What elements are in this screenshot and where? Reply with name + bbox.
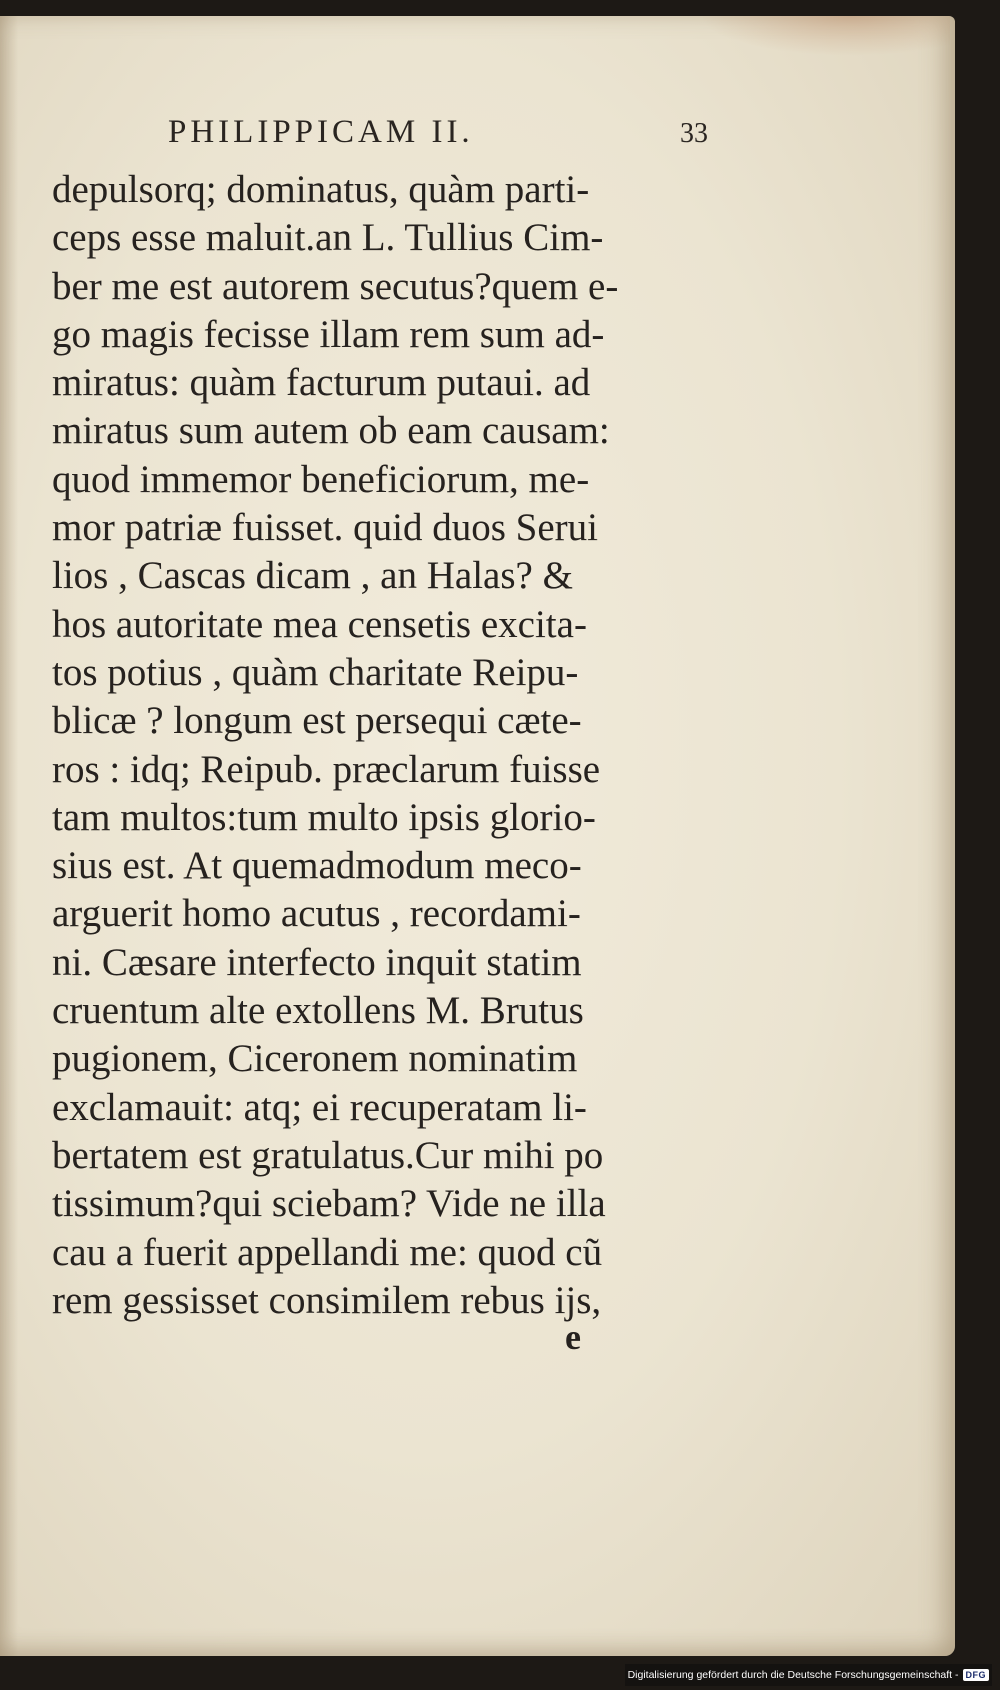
text-line: tam multos:tum multo ipsis glorio-: [52, 795, 596, 839]
text-line: tos potius , quàm charitate Reipu-: [52, 650, 579, 694]
signature-mark: e: [565, 1317, 581, 1357]
text-line: ni. Cæsare interfecto inquit statim: [52, 940, 582, 984]
text-line: ber me est autorem secutus?quem e-: [52, 264, 619, 308]
text-line: ceps esse maluit.an L. Tullius Cim-: [52, 216, 604, 260]
text-line: blicæ ? longum est persequi cæte-: [52, 699, 582, 743]
text-line: depulsorq; dominatus, quàm parti-: [52, 168, 590, 211]
text-line: rem gessisset consimilem rebus ijs,: [52, 1278, 602, 1322]
text-line: pugionem, Ciceronem nominatim: [52, 1037, 578, 1081]
page-stain: [700, 16, 950, 56]
text-line: cau a fuerit appellandi me: quod cũ: [52, 1230, 603, 1274]
text-line: arguerit homo acutus , recordami-: [52, 892, 581, 936]
text-line: miratus sum autem ob eam causam:: [52, 409, 610, 453]
dfg-logo: DFG: [963, 1669, 990, 1681]
text-line: sius est. At quemadmodum meco-: [52, 844, 582, 888]
running-head: [168, 114, 708, 164]
credit-text: Digitalisierung gefördert durch die Deutsche Forschungsgemeinschaft -: [627, 1669, 959, 1681]
text-line: miratus: quàm facturum putaui. ad: [52, 361, 591, 405]
running-title: PHILIPPICAM II.: [168, 114, 474, 150]
text-line: exclamauit: atq; ei recuperatam li-: [52, 1085, 587, 1129]
text-line: go magis fecisse illam rem sum ad-: [52, 312, 605, 356]
text-line: quod immemor beneficiorum, me-: [52, 457, 590, 501]
digitization-credit: [625, 1664, 992, 1686]
text-line: bertatem est gratulatus.Cur mihi po: [52, 1133, 604, 1177]
page-number: 33: [680, 118, 708, 149]
text-line: cruentum alte extollens M. Brutus: [52, 989, 584, 1033]
text-line: tissimum?qui sciebam? Vide ne illa: [52, 1182, 606, 1226]
text-line: mor patriæ fuisset. quid duos Serui: [52, 506, 598, 550]
text-line: ros : idq; Reipub. præclarum fuisse: [52, 747, 601, 791]
text-line: hos autoritate mea censetis excita-: [52, 602, 587, 646]
book-page: [0, 16, 955, 1656]
text-line: lios , Cascas dicam , an Halas? &: [52, 554, 573, 598]
body-text: [52, 166, 702, 1325]
